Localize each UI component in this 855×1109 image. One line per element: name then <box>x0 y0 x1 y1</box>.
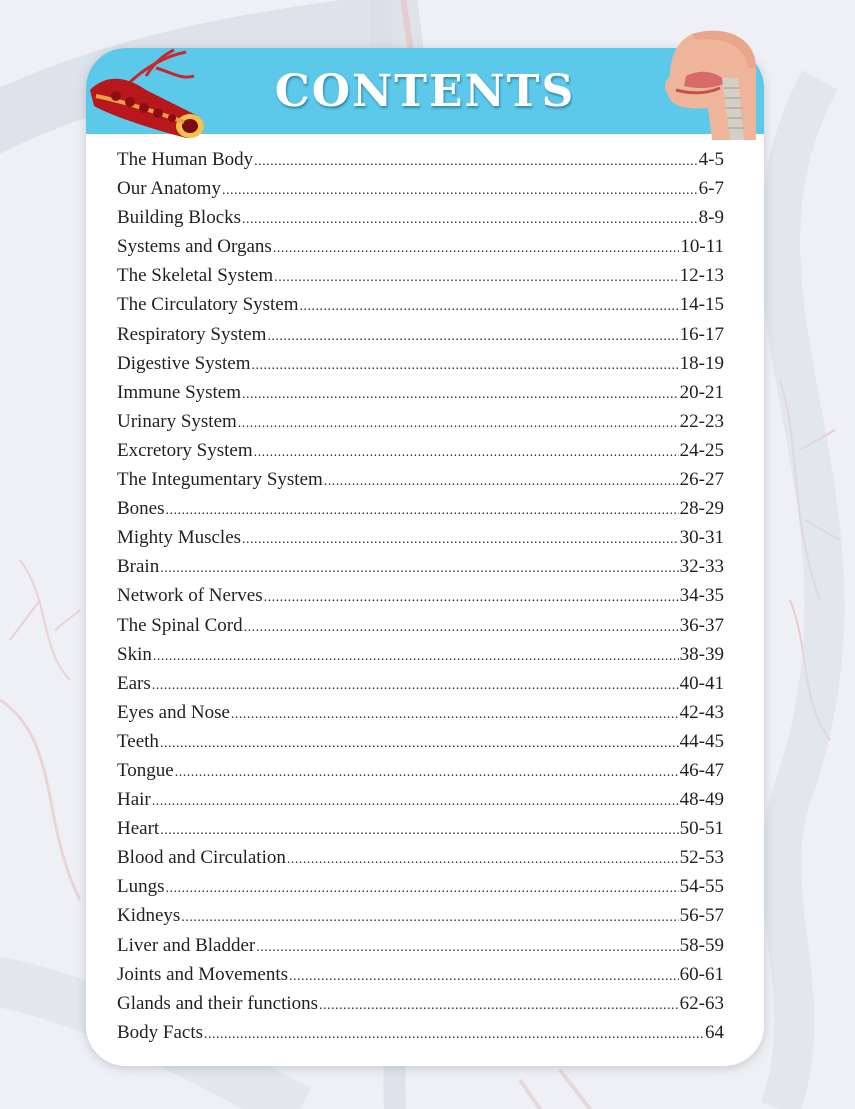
toc-entry-title: Brain <box>117 556 160 578</box>
toc-entry-pages: 16-17 <box>679 323 724 345</box>
toc-entry[interactable] <box>117 265 724 294</box>
toc-entry-pages: 4-5 <box>698 149 724 170</box>
dot-leader <box>267 329 678 346</box>
dot-leader <box>289 969 679 986</box>
toc-entry[interactable] <box>117 876 724 905</box>
toc-entry-title: Skin <box>117 643 152 665</box>
toc-entry[interactable] <box>117 149 724 178</box>
toc-entry[interactable] <box>117 585 724 614</box>
toc-entry-title: The Integumentary System <box>117 469 323 491</box>
toc-entry-pages: 12-13 <box>679 265 724 287</box>
toc-entry[interactable] <box>117 818 724 847</box>
toc-entry-pages: 40-41 <box>679 672 724 694</box>
toc-entry-pages: 24-25 <box>679 439 724 461</box>
dot-leader <box>152 678 679 695</box>
dot-leader <box>324 474 679 491</box>
dot-leader <box>287 852 679 869</box>
dot-leader <box>181 910 678 927</box>
toc-entry[interactable] <box>117 178 724 207</box>
toc-entry-pages: 64 <box>705 1021 724 1043</box>
toc-entry-title: Joints and Movements <box>117 963 288 985</box>
dot-leader <box>242 212 698 229</box>
toc-entry-pages: 46-47 <box>679 759 724 781</box>
toc-entry-pages: 60-61 <box>679 963 724 985</box>
toc-entry-title: Lungs <box>117 876 165 898</box>
toc-entry-pages: 42-43 <box>679 701 724 723</box>
toc-entry[interactable] <box>117 760 724 789</box>
toc-entry-title: The Skeletal System <box>117 265 274 287</box>
dot-leader <box>222 183 698 200</box>
toc-entry[interactable] <box>117 789 724 818</box>
toc-entry-pages: 52-53 <box>679 847 724 869</box>
dot-leader <box>204 1027 704 1044</box>
toc-entry[interactable] <box>117 847 724 876</box>
toc-entry-pages: 30-31 <box>679 527 724 549</box>
dot-leader <box>242 387 679 404</box>
dot-leader <box>166 503 679 520</box>
toc-entry[interactable] <box>117 382 724 411</box>
toc-entry-title: The Human Body <box>117 149 254 170</box>
toc-entry-pages: 22-23 <box>679 410 724 432</box>
toc-entry-pages: 34-35 <box>679 585 724 607</box>
toc-entry-pages: 14-15 <box>679 294 724 316</box>
toc-entry[interactable] <box>117 236 724 265</box>
dot-leader <box>252 358 679 375</box>
toc-entry[interactable] <box>117 324 724 353</box>
toc-entry[interactable] <box>117 527 724 556</box>
toc-entry[interactable] <box>117 411 724 440</box>
blood-vessel-illustration <box>86 46 216 142</box>
page-title: CONTENTS <box>274 66 576 117</box>
toc-entry-title: The Spinal Cord <box>117 614 243 636</box>
toc-entry-title: Eyes and Nose <box>117 701 230 723</box>
toc-entry-title: Glands and their functions <box>117 992 319 1014</box>
toc-entry-title: Digestive System <box>117 352 251 374</box>
toc-entry[interactable] <box>117 993 724 1022</box>
toc-entry[interactable] <box>117 294 724 323</box>
toc-entry-pages: 20-21 <box>679 381 724 403</box>
toc-entry-title: Excretory System <box>117 439 253 461</box>
toc-entry-title: Mighty Muscles <box>117 527 242 549</box>
dot-leader <box>160 736 679 753</box>
toc-entry[interactable] <box>117 935 724 964</box>
dot-leader <box>231 707 679 724</box>
toc-entry[interactable] <box>117 1022 724 1051</box>
dot-leader <box>274 270 678 287</box>
toc-entry-title: Heart <box>117 818 160 840</box>
table-of-contents <box>117 149 724 1051</box>
throat-anatomy-illustration <box>656 28 768 140</box>
toc-entry-title: Urinary System <box>117 410 237 432</box>
dot-leader <box>153 649 679 666</box>
toc-entry-pages: 54-55 <box>679 876 724 898</box>
toc-entry[interactable] <box>117 644 724 673</box>
toc-entry-pages: 56-57 <box>679 905 724 927</box>
dot-leader <box>160 561 678 578</box>
toc-entry-title: Liver and Bladder <box>117 934 256 956</box>
dot-leader <box>238 416 679 433</box>
toc-entry-title: Systems and Organs <box>117 236 272 258</box>
dot-leader <box>152 794 679 811</box>
toc-entry-pages: 38-39 <box>679 643 724 665</box>
toc-entry[interactable] <box>117 731 724 760</box>
dot-leader <box>256 940 678 957</box>
toc-entry-title: Blood and Circulation <box>117 847 286 869</box>
toc-entry-pages: 50-51 <box>679 818 724 840</box>
toc-entry[interactable] <box>117 615 724 644</box>
toc-entry-title: The Circulatory System <box>117 294 299 316</box>
toc-entry-pages: 28-29 <box>679 498 724 520</box>
dot-leader <box>273 241 680 258</box>
toc-entry[interactable] <box>117 498 724 527</box>
toc-entry[interactable] <box>117 469 724 498</box>
toc-entry-pages: 6-7 <box>698 178 724 200</box>
toc-entry-title: Tongue <box>117 759 174 781</box>
toc-entry-pages: 10-11 <box>680 236 724 258</box>
toc-entry[interactable] <box>117 353 724 382</box>
toc-entry[interactable] <box>117 702 724 731</box>
dot-leader <box>264 590 679 607</box>
dot-leader <box>242 532 679 549</box>
toc-entry-pages: 18-19 <box>679 352 724 374</box>
toc-entry-title: Hair <box>117 789 151 811</box>
toc-entry-title: Our Anatomy <box>117 178 221 200</box>
toc-entry[interactable] <box>117 905 724 934</box>
toc-entry-title: Building Blocks <box>117 207 242 229</box>
toc-entry[interactable] <box>117 207 724 236</box>
dot-leader <box>244 620 679 637</box>
toc-entry-title: Ears <box>117 672 151 694</box>
toc-entry-title: Network of Nerves <box>117 585 263 607</box>
toc-entry[interactable] <box>117 556 724 585</box>
dot-leader <box>300 299 679 316</box>
toc-entry-pages: 32-33 <box>679 556 724 578</box>
toc-entry[interactable] <box>117 964 724 993</box>
toc-entry-pages: 48-49 <box>679 789 724 811</box>
toc-entry-title: Kidneys <box>117 905 181 927</box>
toc-entry-title: Teeth <box>117 730 159 752</box>
toc-entry-title: Body Facts <box>117 1021 204 1043</box>
toc-entry-pages: 58-59 <box>679 934 724 956</box>
dot-leader <box>254 154 698 171</box>
toc-entry-pages: 36-37 <box>679 614 724 636</box>
dot-leader <box>160 823 678 840</box>
dot-leader <box>166 881 679 898</box>
toc-entry-title: Bones <box>117 498 165 520</box>
toc-entry-pages: 62-63 <box>679 992 724 1014</box>
dot-leader <box>175 765 679 782</box>
toc-entry-pages: 8-9 <box>698 207 724 229</box>
toc-entry[interactable] <box>117 673 724 702</box>
toc-entry-title: Immune System <box>117 381 242 403</box>
dot-leader <box>319 998 679 1015</box>
toc-entry-title: Respiratory System <box>117 323 267 345</box>
toc-entry-pages: 44-45 <box>679 730 724 752</box>
dot-leader <box>254 445 679 462</box>
toc-entry-pages: 26-27 <box>679 469 724 491</box>
toc-entry[interactable] <box>117 440 724 469</box>
